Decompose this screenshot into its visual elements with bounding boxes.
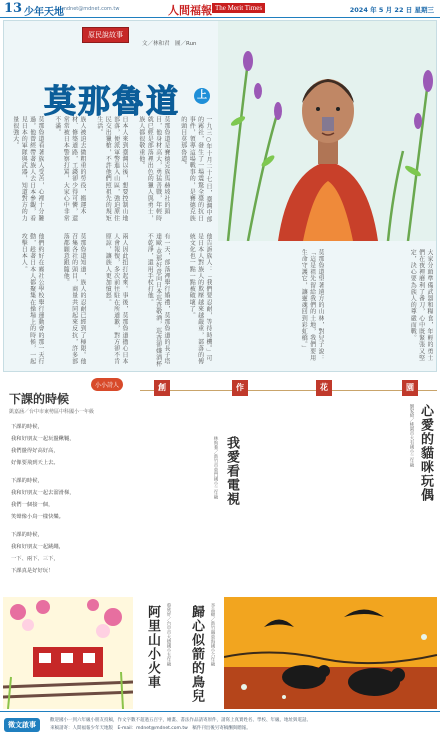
train-drawing: [3, 597, 133, 709]
feature-column-8: 兩人因此扭打起來。事後，莫那魯道擔心日本人會報復，多次前往駐在所道歉，對方卻不肯原諒，讓族人更加憤怒。: [104, 233, 128, 365]
poem-line: 我和好朋友一起跳繩，: [11, 544, 64, 550]
birds-drawing: [224, 597, 437, 709]
piece-title: 阿里山小火車: [145, 605, 160, 689]
footer-line-1: 歡迎國小一到六年級小朋友投稿，作文字數不超過五百字，繪畫、書法作品請寄原件，請寫上真實姓名、學校、年級、地址與電話。: [50, 718, 311, 723]
footer-tag: 徵文啟事: [4, 718, 40, 732]
creative-label: 作: [232, 380, 248, 396]
poem-line: 我和好朋友一起玩盪鞦韆，: [11, 436, 75, 442]
poem-line: 笑聲像小鳥一樣快樂。: [11, 514, 64, 520]
feature-byline: 文／林和君 圖／Run: [142, 41, 197, 47]
issue-date: [350, 5, 434, 14]
piece-author: 李品頤／新竹縣東海國小六年級: [210, 603, 215, 666]
poem-line: 一下、兩下、三下，: [11, 556, 59, 562]
piece-title: 心愛的貓咪玩偶: [418, 404, 433, 502]
issue-date-text: 2024 年 5 月 22 日: [349, 6, 413, 14]
section-title: 少年天地: [24, 7, 64, 18]
piece-title: 我愛看電視: [224, 436, 239, 506]
poem-line: 下課的時候，: [11, 424, 43, 430]
creative-label: 創: [154, 380, 170, 396]
feature-column-1: 一九三○年十月二十七日，臺灣中部的霧社，發生了一場震驚全臺的抗日事件，領導這場戰事的，是賽德克族的頭目莫那魯道。: [179, 116, 212, 223]
feature-column-2: 莫那魯道是賽德克族馬赫坡社的頭目，他身材高大，勇猛善戰，年輕時就已經是部落裡出色的獵人與勇士，族人都很敬重他。: [137, 116, 170, 222]
poem-line: 下課的時候，: [11, 532, 43, 538]
feature-title-part: 上: [194, 88, 210, 104]
feature-column-12: 莫那魯道望著遠方的山林，對兒子說：「這是祖先留給我們的土地，我們要用生命守護它，讓靈魂回到彩虹橋。」: [300, 249, 324, 362]
poem-author: 凱嘉涵／台中市東勢區中科國小一年級: [9, 409, 95, 415]
poem-line: 我和好朋友一起去溜滑梯，: [11, 490, 75, 496]
poem-line: 我們一個接一個，: [11, 502, 54, 508]
footer-line-2: 來稿請寄：人間福報少年天地版 E-mail：mdnet@mdnet.com.tw 稿件刊出後另寄稿酬與贈報。: [50, 726, 251, 731]
feature-column-9: 莫那魯道知道，族人的忍耐已經到了極限。他召集各社的頭目，商量共同起來反抗，許多部落都願意跟隨他。: [62, 233, 86, 365]
feature-column-10: 他們約好在霧社公學校舉行運動會的那一天行動，趁著日本人都聚集在操場上的時候，一起攻擊日本人。: [20, 233, 44, 365]
feature-story: [3, 20, 437, 372]
section-email: mdnet@mdnet.com.tw: [62, 6, 120, 12]
creative-divider: [140, 390, 437, 391]
piece-author: 蔡欣妤／台中市大德國小五年級: [166, 603, 171, 666]
issue-weekday: 星期三: [414, 6, 434, 14]
page-number: 13: [4, 1, 23, 16]
feature-column-5: 莫那魯道看著族人受苦，心裡十分難過。他曾經帶著族人去日本參觀，看見日本的軍隊與武器，知道對方的力量很強大。: [11, 116, 44, 222]
masthead: [0, 0, 440, 18]
feature-tag: 原民說故事: [82, 27, 129, 43]
poem-title: 下課的時候: [9, 392, 70, 406]
poem-line: 我們盪得好高好高，: [11, 448, 59, 454]
newspaper-logo-en: The Merit Times: [212, 3, 265, 13]
feature-title-block: [44, 76, 214, 120]
middle-titles: [135, 597, 223, 709]
feature-column-7: 有一天，部落裡舉行婚禮，莫那魯道的長子塔達歐·莫那好意向日本巡查敬酒，巡查卻嫌酒杯不乾淨，還用手杖打他。: [146, 233, 170, 368]
creative-garden: [140, 376, 437, 598]
poem-section: [3, 376, 133, 596]
warrior-illustration: [218, 21, 437, 241]
poem-line: 下課的時候，: [11, 478, 43, 484]
poem-line: 好像要飛到天上去。: [11, 460, 59, 466]
feature-column-4: 族人被迫去做粗重的勞役，搬運木材、修築道路，工錢卻少得可憐，還常常被日本警察打罵，大家心中非常不滿。: [53, 116, 86, 222]
piece-author: 林昀蓁／新竹市東門國小三年級: [213, 436, 218, 499]
feature-column-11: 大家分頭準備武器和糧食，年輕的勇士們在夜裡磨利了番刀，心中既緊張又堅定，決心要為族人的尊嚴而戰。: [409, 249, 433, 362]
creative-label: 園: [402, 380, 418, 396]
feature-title: 莫那魯道: [44, 82, 181, 120]
newspaper-logo: 人間福報: [168, 4, 212, 17]
poem-banner: 小小詩人: [91, 378, 123, 391]
creative-label: 花: [316, 380, 332, 396]
footer-notice: [0, 711, 440, 735]
feature-column-6: 他告訴族人：「我們要忍耐，等待時機。」可是日本人對族人的欺壓越來越嚴重，部落的傳統文化也一點一點被破壞了。: [188, 233, 212, 365]
poem-line: 下課真是好好玩！: [11, 568, 54, 574]
feature-column-3: 日本人來到臺灣以後，想要控制山地部落，便派軍警進入山區，強迫原住民交出獵槍，不許他們照祖先的規矩生活。: [95, 116, 128, 222]
piece-author: 劉家綺／桃園市大有國小三年級: [409, 404, 414, 467]
piece-title: 歸心似箭的鳥兒: [189, 605, 204, 703]
